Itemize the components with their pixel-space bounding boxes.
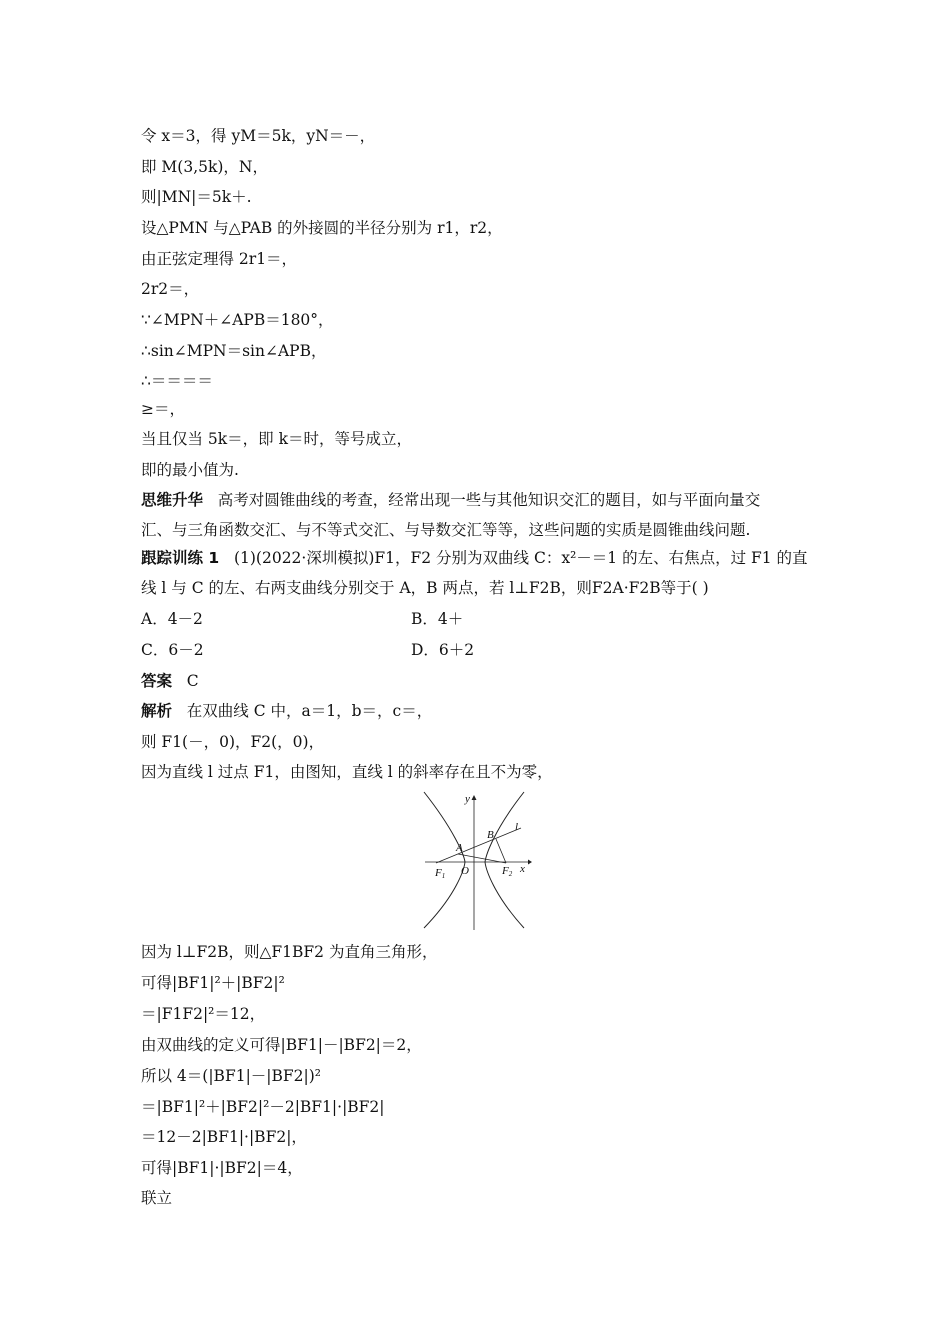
- text-line: 因为直线 l 过点 F1，由图知，直线 l 的斜率存在且不为零，: [141, 763, 553, 781]
- text-line: ∴sin∠MPN＝sin∠APB，: [141, 342, 327, 360]
- option-c: C．6－2: [141, 641, 204, 659]
- text-line: 2r2＝，: [141, 280, 200, 298]
- text-line: ＝12－2|BF1|·|BF2|，: [141, 1128, 307, 1146]
- text-line: 设△PMN 与△PAB 的外接圆的半径分别为 r1，r2，: [141, 219, 503, 237]
- text-line: 所以 4＝(|BF1|－|BF2|)²: [141, 1067, 321, 1085]
- text-line: 由双曲线的定义可得|BF1|－|BF2|＝2，: [141, 1036, 422, 1054]
- exercise-line-2: 线 l 与 C 的左、右两支曲线分别交于 A，B 两点，若 l⊥F2B，则F2A·F2B等于( ): [141, 579, 709, 597]
- summary-line-1: [141, 490, 760, 510]
- text-line: 由正弦定理得 2r1＝，: [141, 250, 298, 268]
- answer-label: 答案: [141, 672, 173, 690]
- summary-line-2: 汇、与三角函数交汇、与不等式交汇、与导数交汇等等，这些问题的实质是圆锥曲线问题.: [141, 521, 751, 539]
- focus-f2-label: F2: [502, 865, 513, 878]
- exercise-label: 跟踪训练 1: [141, 549, 220, 567]
- text-line: 令 x＝3，得 yM＝5k，yN＝－，: [141, 127, 376, 145]
- text-line: ＝|BF1|²＋|BF2|²－2|BF1|·|BF2|: [141, 1098, 385, 1116]
- text-line: ≥＝，: [141, 400, 185, 418]
- segment-bf2: [496, 839, 506, 863]
- hyperbola-figure: [420, 790, 532, 930]
- answer-value: C: [186, 672, 199, 690]
- option-a: A．4－2: [141, 610, 203, 628]
- text-line: 联立: [141, 1189, 173, 1207]
- answer-line: [141, 671, 199, 691]
- text-line: 则|MN|＝5k＋.: [141, 188, 252, 206]
- exercise-line-1: [141, 548, 808, 568]
- text-line: 当且仅当 5k＝，即 k＝时，等号成立，: [141, 430, 413, 448]
- text-line: ∵∠MPN＋∠APB＝180°，: [141, 311, 334, 329]
- text-line: 可得|BF1|²＋|BF2|²: [141, 974, 285, 992]
- analysis-text: 在双曲线 C 中，a＝1，b＝，c＝，: [186, 702, 433, 720]
- text-line: 因为 l⊥F2B，则△F1BF2 为直角三角形，: [141, 943, 438, 961]
- text-line: 可得|BF1|·|BF2|＝4，: [141, 1159, 303, 1177]
- text-line: 即的最小值为.: [141, 461, 239, 479]
- point-a-label: A: [456, 842, 463, 854]
- text-line: 即 M(3,5k)，N，: [141, 158, 268, 176]
- summary-label: 思维升华: [141, 491, 204, 509]
- x-label: x: [520, 863, 525, 875]
- text-line: 则 F1(－，0)，F2(，0)，: [141, 733, 325, 751]
- x-axis-arrow: [528, 860, 532, 865]
- left-branch: [424, 792, 465, 928]
- text-line: ∴＝＝＝＝: [141, 372, 213, 390]
- line-l-label: l: [515, 821, 519, 833]
- y-label: y: [465, 793, 470, 805]
- analysis-label: 解析: [141, 702, 173, 720]
- point-b-label: B: [487, 829, 494, 841]
- summary-text: 高考对圆锥曲线的考查，经常出现一些与其他知识交汇的题目，如与平面向量交: [217, 491, 761, 509]
- option-b: B．4＋: [411, 610, 464, 628]
- text-line: ＝|F1F2|²＝12，: [141, 1005, 266, 1023]
- exercise-text: (1)(2022·深圳模拟)F1，F2 分别为双曲线 C：x²－＝1 的左、右焦点，过 F1 的直: [233, 549, 808, 567]
- option-d: D．6＋2: [411, 641, 475, 659]
- origin-label: O: [461, 865, 469, 877]
- analysis-line: [141, 701, 432, 721]
- y-axis-arrow: [472, 795, 477, 800]
- focus-f1-label: F1: [435, 867, 446, 880]
